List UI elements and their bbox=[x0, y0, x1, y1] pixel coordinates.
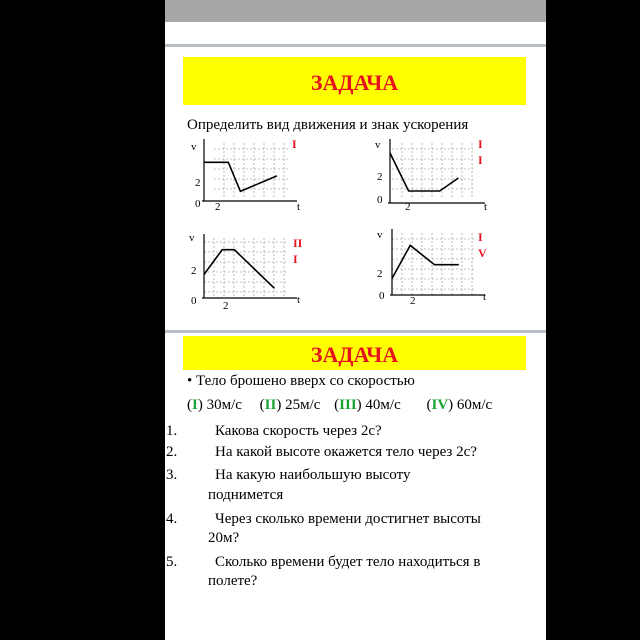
document-page bbox=[165, 0, 546, 640]
statement-text: Тело брошено вверх со скоростью bbox=[196, 373, 415, 389]
slide1-title: ЗАДАЧА bbox=[183, 57, 526, 105]
graph-2-id-line-1: I bbox=[478, 137, 483, 151]
graph-3-id-line-2: I bbox=[293, 252, 298, 266]
graph-3-v-label: v bbox=[189, 232, 195, 244]
divider bbox=[165, 330, 546, 333]
graph-1-origin: 0 bbox=[195, 198, 201, 210]
option-3: (III) 40м/с bbox=[334, 397, 401, 413]
question-5-num: 5. bbox=[166, 554, 178, 570]
graph-1-x-tick: 2 bbox=[215, 201, 221, 213]
option-3-value: ) 40м/с bbox=[356, 397, 401, 413]
graph-4 bbox=[375, 225, 495, 310]
question-2-num: 2. bbox=[166, 444, 178, 460]
graph-1-svg bbox=[187, 135, 307, 215]
graph-3-grid bbox=[204, 238, 287, 298]
graph-1-t-label: t bbox=[297, 201, 301, 213]
option-1-label: I bbox=[192, 397, 198, 413]
graph-3-x-tick: 2 bbox=[223, 300, 229, 312]
graph-4-t-label: t bbox=[483, 291, 487, 303]
graph-4-origin: 0 bbox=[379, 290, 385, 302]
graph-4-id-line-2: V bbox=[478, 246, 487, 260]
graph-1-id-line-1: I bbox=[292, 137, 297, 151]
slide1-subtitle: Определить вид движения и знак ускорения bbox=[187, 117, 469, 133]
graph-1 bbox=[187, 135, 307, 215]
question-1-text: Какова скорость через 2с? bbox=[215, 423, 382, 439]
graph-3 bbox=[187, 230, 307, 315]
graph-3-t-label: t bbox=[297, 294, 301, 306]
graph-1-line bbox=[204, 162, 277, 191]
options-row bbox=[187, 397, 492, 414]
question-1-num: 1. bbox=[166, 423, 178, 439]
graph-2-id-line-2: I bbox=[478, 153, 483, 167]
graph-4-x-tick: 2 bbox=[410, 295, 416, 307]
divider bbox=[165, 44, 546, 47]
statement bbox=[187, 373, 415, 390]
graph-4-svg bbox=[375, 225, 495, 310]
question-5-text-line-2: полете? bbox=[208, 573, 258, 589]
option-2-label: II bbox=[264, 397, 277, 413]
graph-2-x-tick: 2 bbox=[405, 201, 411, 213]
graph-2-t-label: t bbox=[484, 201, 488, 213]
option-4: (IV) 60м/с bbox=[426, 397, 493, 413]
question-4-num: 4. bbox=[166, 511, 178, 527]
option-1-value: ) 30м/с bbox=[197, 397, 242, 413]
option-4-value: ) 60м/с bbox=[448, 397, 493, 413]
option-4-label: IV bbox=[431, 397, 449, 413]
graph-4-v-label: v bbox=[377, 229, 383, 241]
question-4-text: Через сколько времени достигнет высоты bbox=[215, 511, 481, 527]
graph-1-v-label: v bbox=[191, 141, 197, 153]
graph-3-id-line-1: II bbox=[293, 236, 303, 250]
graph-4-id-line-1: I bbox=[478, 230, 483, 244]
question-3-text: На какую наибольшую высоту bbox=[215, 467, 411, 483]
graph-2-y-tick: 2 bbox=[377, 171, 383, 183]
option-2: (II) 25м/с bbox=[259, 397, 321, 413]
graph-2-origin: 0 bbox=[377, 194, 383, 206]
graph-1-grid bbox=[214, 143, 289, 199]
graph-3-origin: 0 bbox=[191, 295, 197, 307]
question-4-text-line-2: 20м? bbox=[208, 530, 240, 546]
graph-2-v-label: v bbox=[375, 139, 381, 151]
question-3-text-line-2: поднимется bbox=[208, 487, 284, 503]
option-3-label: III bbox=[339, 397, 357, 413]
graph-3-y-tick: 2 bbox=[191, 265, 197, 277]
question-2-text: На какой высоте окажется тело через 2с? bbox=[215, 444, 477, 460]
bullet: • bbox=[187, 373, 193, 389]
option-1: (I) 30м/с bbox=[187, 397, 242, 413]
graph-2 bbox=[375, 135, 495, 215]
question-3-num: 3. bbox=[166, 467, 178, 483]
graph-4-y-tick: 2 bbox=[377, 268, 383, 280]
slide2-title: ЗАДАЧА bbox=[183, 336, 526, 370]
graph-2-line bbox=[390, 153, 458, 191]
graph-3-svg bbox=[187, 230, 307, 315]
graph-1-y-tick: 2 bbox=[195, 177, 201, 189]
top-bar bbox=[165, 0, 546, 22]
question-5-text: Сколько времени будет тело находиться в bbox=[215, 554, 481, 570]
option-2-value: ) 25м/с bbox=[276, 397, 321, 413]
graph-2-svg bbox=[375, 135, 495, 215]
